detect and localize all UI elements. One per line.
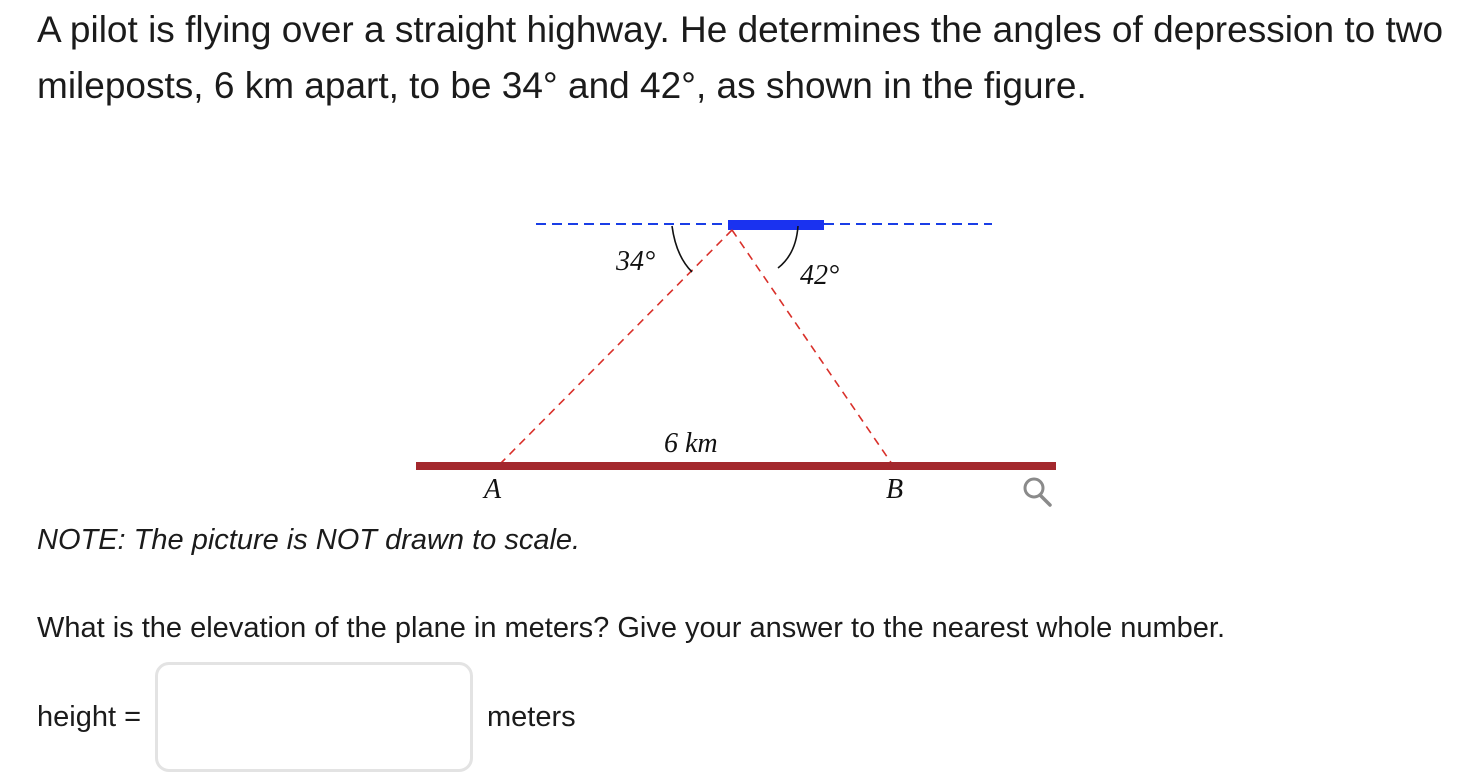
highway [416, 462, 1056, 470]
angle-label-left: 34° [616, 246, 656, 277]
height-input[interactable] [155, 662, 473, 772]
magnifier-icon[interactable] [1025, 479, 1050, 505]
answer-label: height = [37, 700, 142, 733]
problem-figure [400, 200, 1080, 520]
distance-label: 6 km [664, 428, 718, 459]
problem-statement: A pilot is flying over a straight highway. He determines the angles of depression to two mileposts, 6 km apart, to be 34° and 42°, as shown in the figure. [37, 9, 1444, 106]
answer-row [37, 662, 576, 772]
question-text: What is the elevation of the plane in meters? Give your answer to the nearest whole number. [37, 612, 1226, 644]
plane-marker [728, 220, 824, 230]
angle-arc-left [672, 226, 692, 272]
point-a-label: A [484, 474, 502, 505]
point-b-label: B [886, 474, 904, 505]
angle-arc-right [778, 226, 798, 268]
angle-label-right: 42° [800, 260, 840, 291]
scale-note: NOTE: The picture is NOT drawn to scale. [37, 524, 581, 556]
answer-unit: meters [487, 700, 576, 733]
